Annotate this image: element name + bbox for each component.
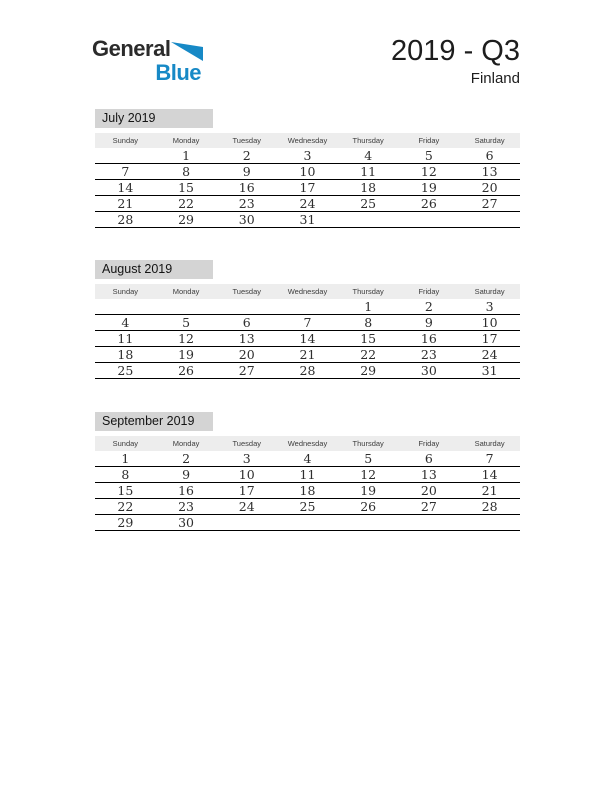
day-cell: 22 [95,499,156,515]
day-cell: 17 [216,483,277,499]
day-cell: 12 [156,331,217,347]
month-section-july [95,109,520,228]
day-cell: 1 [338,299,399,315]
day-cell: 16 [156,483,217,499]
day-cell: 21 [277,347,338,363]
day-cell: 14 [277,331,338,347]
weekday-label: Tuesday [216,436,277,451]
day-cell: 28 [277,363,338,379]
day-cell: 3 [216,451,277,467]
week-row [95,148,520,164]
day-cell: 13 [399,467,460,483]
day-cell: 16 [399,331,460,347]
page-subtitle: Finland [470,70,520,87]
day-cell: 9 [399,315,460,331]
week-row [95,180,520,196]
day-cell: 20 [216,347,277,363]
day-cell: 13 [459,164,520,180]
day-cell: 1 [95,451,156,467]
week-row [95,164,520,180]
day-cell: 28 [459,499,520,515]
day-cell: 1 [156,148,217,164]
empty-day-cell [277,515,338,531]
weekday-label: Thursday [338,284,399,299]
day-cell: 11 [338,164,399,180]
day-cell: 6 [399,451,460,467]
weekday-label: Sunday [95,133,156,148]
day-cell: 8 [156,164,217,180]
day-cell: 27 [399,499,460,515]
month-title: September 2019 [95,412,213,431]
weekday-header-row [95,284,520,299]
weekday-header-row [95,436,520,451]
day-cell: 23 [156,499,217,515]
day-cell: 21 [459,483,520,499]
weekday-label: Thursday [338,436,399,451]
day-cell: 5 [156,315,217,331]
day-cell: 3 [277,148,338,164]
day-cell: 2 [399,299,460,315]
empty-day-cell [156,299,217,315]
day-cell: 27 [459,196,520,212]
weekday-label: Monday [156,436,217,451]
day-cell: 9 [156,467,217,483]
day-cell: 26 [338,499,399,515]
day-cell: 4 [338,148,399,164]
day-cell: 28 [95,212,156,228]
empty-day-cell [95,148,156,164]
page-title: 2019 - Q3 [391,35,520,67]
day-cell: 23 [216,196,277,212]
week-row [95,196,520,212]
day-cell: 16 [216,180,277,196]
day-cell: 24 [459,347,520,363]
month-section-august [95,260,520,379]
empty-day-cell [338,212,399,228]
day-cell: 19 [338,483,399,499]
weekday-label: Saturday [459,436,520,451]
day-cell: 7 [95,164,156,180]
week-row [95,331,520,347]
header-title-block [391,36,520,88]
empty-day-cell [277,299,338,315]
weekday-label: Monday [156,133,217,148]
day-cell: 2 [216,148,277,164]
day-cell: 30 [216,212,277,228]
empty-day-cell [459,515,520,531]
day-cell: 5 [399,148,460,164]
calendar-table [95,133,520,228]
day-cell: 14 [95,180,156,196]
calendar-table [95,436,520,531]
week-row [95,315,520,331]
day-cell: 10 [216,467,277,483]
weekday-label: Monday [156,284,217,299]
day-cell: 19 [399,180,460,196]
week-row [95,212,520,228]
day-cell: 9 [216,164,277,180]
day-cell: 20 [459,180,520,196]
day-cell: 14 [459,467,520,483]
week-row [95,347,520,363]
weekday-label: Saturday [459,284,520,299]
day-cell: 18 [95,347,156,363]
day-cell: 29 [95,515,156,531]
day-cell: 17 [459,331,520,347]
weekday-header-row [95,133,520,148]
week-row [95,467,520,483]
weekday-label: Sunday [95,284,156,299]
day-cell: 25 [95,363,156,379]
logo-text-general: General [92,36,171,61]
day-cell: 11 [95,331,156,347]
month-title: July 2019 [95,109,213,128]
day-cell: 11 [277,467,338,483]
day-cell: 30 [399,363,460,379]
day-cell: 30 [156,515,217,531]
day-cell: 15 [156,180,217,196]
day-cell: 25 [338,196,399,212]
day-cell: 12 [399,164,460,180]
day-cell: 15 [95,483,156,499]
empty-day-cell [216,299,277,315]
weekday-label: Wednesday [277,133,338,148]
day-cell: 4 [95,315,156,331]
week-row [95,363,520,379]
day-cell: 20 [399,483,460,499]
day-cell: 4 [277,451,338,467]
weekday-label: Sunday [95,436,156,451]
day-cell: 15 [338,331,399,347]
day-cell: 7 [277,315,338,331]
weekday-label: Tuesday [216,284,277,299]
week-row [95,451,520,467]
day-cell: 31 [277,212,338,228]
day-cell: 27 [216,363,277,379]
day-cell: 18 [277,483,338,499]
weekday-label: Wednesday [277,436,338,451]
day-cell: 3 [459,299,520,315]
day-cell: 7 [459,451,520,467]
day-cell: 24 [216,499,277,515]
empty-day-cell [399,515,460,531]
day-cell: 25 [277,499,338,515]
calendar-table [95,284,520,379]
empty-day-cell [338,515,399,531]
weekday-label: Tuesday [216,133,277,148]
day-cell: 23 [399,347,460,363]
week-row [95,299,520,315]
day-cell: 6 [459,148,520,164]
day-cell: 21 [95,196,156,212]
weekday-label: Saturday [459,133,520,148]
day-cell: 22 [156,196,217,212]
weekday-label: Wednesday [277,284,338,299]
day-cell: 10 [459,315,520,331]
day-cell: 8 [338,315,399,331]
weekday-label: Thursday [338,133,399,148]
month-title: August 2019 [95,260,213,279]
day-cell: 31 [459,363,520,379]
logo [92,36,208,85]
empty-day-cell [216,515,277,531]
weekday-label: Friday [399,436,460,451]
day-cell: 26 [399,196,460,212]
empty-day-cell [459,212,520,228]
day-cell: 17 [277,180,338,196]
day-cell: 29 [338,363,399,379]
day-cell: 10 [277,164,338,180]
day-cell: 6 [216,315,277,331]
weekday-label: Friday [399,284,460,299]
empty-day-cell [95,299,156,315]
week-row [95,483,520,499]
day-cell: 12 [338,467,399,483]
empty-day-cell [399,212,460,228]
day-cell: 29 [156,212,217,228]
logo-text-blue: Blue [155,60,201,85]
day-cell: 24 [277,196,338,212]
month-section-september [95,412,520,531]
weekday-label: Friday [399,133,460,148]
week-row [95,515,520,531]
day-cell: 8 [95,467,156,483]
day-cell: 22 [338,347,399,363]
day-cell: 19 [156,347,217,363]
day-cell: 2 [156,451,217,467]
day-cell: 13 [216,331,277,347]
week-row [95,499,520,515]
day-cell: 5 [338,451,399,467]
day-cell: 18 [338,180,399,196]
day-cell: 26 [156,363,217,379]
